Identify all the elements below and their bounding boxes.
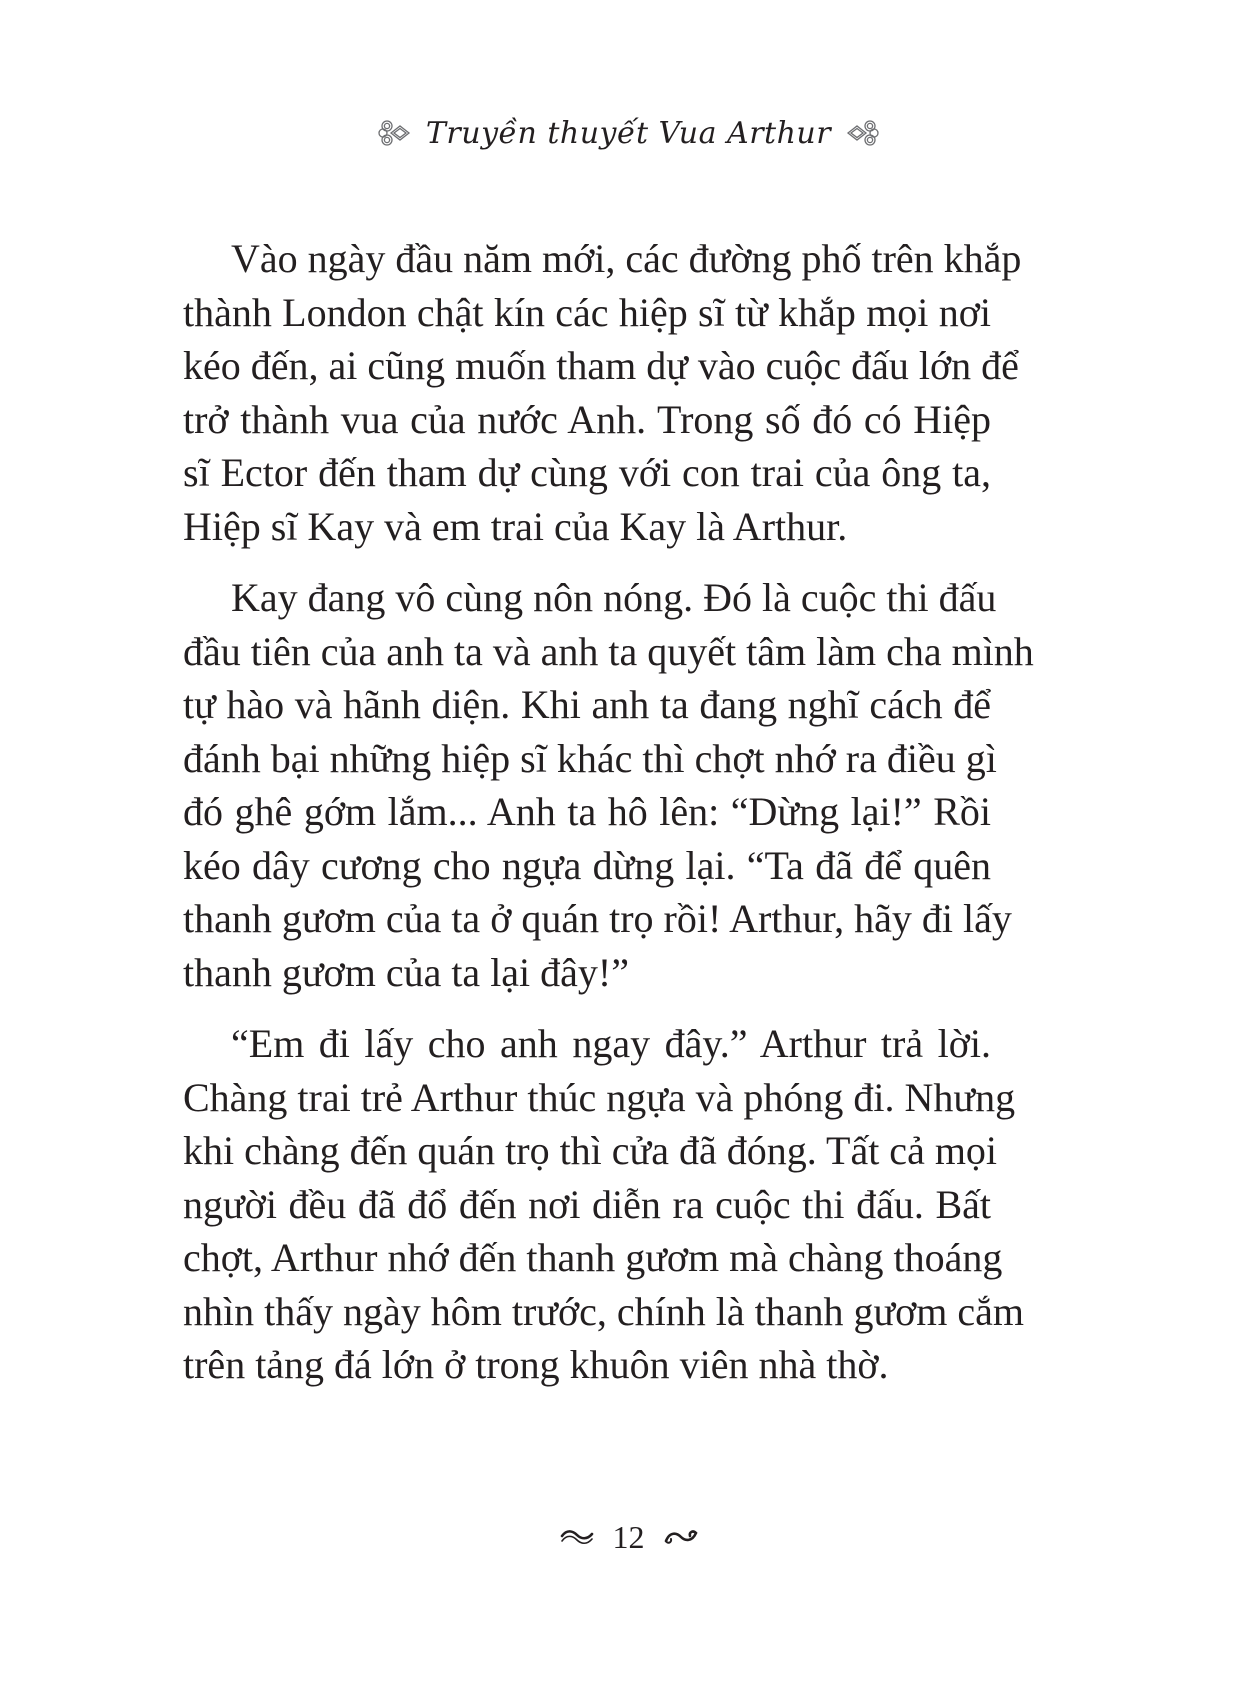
text-line: đầu tiên của anh ta và anh ta quyết tâm làm cha mình bbox=[183, 628, 1034, 674]
text-line: Vào ngày đầu năm mới, các đường phố trên khắp bbox=[231, 236, 1022, 281]
text-line: khi chàng đến quán trọ thì cửa đã đóng. Tất cả mọi bbox=[183, 1128, 998, 1173]
paragraph-1 bbox=[183, 232, 1022, 553]
running-header bbox=[0, 108, 1257, 158]
text-line: kéo đến, ai cũng muốn tham dự vào cuộc đấu lớn để bbox=[183, 343, 1019, 388]
text-line: “Em đi lấy cho anh ngay đây.” Arthur trả lời. bbox=[231, 1021, 991, 1066]
text-line: tự hào và hãnh diện. Khi anh ta đang nghĩ cách để bbox=[183, 682, 991, 727]
running-header-title: Truyền thuyết Vua Arthur bbox=[425, 115, 832, 151]
text-line: kéo dây cương cho ngựa dừng lại. “Ta đã để quên bbox=[183, 842, 991, 888]
text-line: Kay đang vô cùng nôn nóng. Đó là cuộc thi đấu bbox=[231, 575, 997, 620]
page-body bbox=[183, 232, 1034, 1410]
celtic-knot-left-icon bbox=[378, 118, 412, 148]
text-line: Chàng trai trẻ Arthur thúc ngựa và phóng đi. Nhưng bbox=[183, 1074, 1016, 1120]
text-line: thanh gươm của ta lại đây!” bbox=[183, 949, 629, 995]
page-footer bbox=[0, 1512, 1257, 1562]
text-line: đó ghê gớm lắm... Anh ta hô lên: “Dừng lại!” Rồi bbox=[183, 789, 991, 834]
celtic-knot-right-icon bbox=[845, 118, 879, 148]
swash-left-icon bbox=[559, 1527, 595, 1547]
page-number: 12 bbox=[612, 1518, 645, 1555]
paragraph-2 bbox=[183, 571, 1034, 999]
text-line: thanh gươm của ta ở quán trọ rồi! Arthur, hãy đi lấy bbox=[183, 896, 1012, 941]
text-line: chợt, Arthur nhớ đến thanh gươm mà chàng thoáng bbox=[183, 1235, 1003, 1280]
text-line: trở thành vua của nước Anh. Trong số đó có Hiệp bbox=[183, 396, 991, 442]
text-line: thành London chật kín các hiệp sĩ từ khắp mọi nơi bbox=[183, 289, 991, 335]
text-line: Hiệp sĩ Kay và em trai của Kay là Arthur. bbox=[183, 503, 848, 549]
text-line: đánh bại những hiệp sĩ khác thì chợt nhớ ra điều gì bbox=[183, 735, 997, 781]
text-line: sĩ Ector đến tham dự cùng với con trai của ông ta, bbox=[183, 450, 991, 495]
swash-right-icon bbox=[663, 1527, 699, 1547]
text-line: nhìn thấy ngày hôm trước, chính là thanh gươm cắm bbox=[183, 1288, 1025, 1334]
text-line: người đều đã đổ đến nơi diễn ra cuộc thi đấu. Bất bbox=[183, 1181, 991, 1227]
text-line: trên tảng đá lớn ở trong khuôn viên nhà thờ. bbox=[183, 1342, 889, 1387]
paragraph-3 bbox=[183, 1017, 1025, 1392]
